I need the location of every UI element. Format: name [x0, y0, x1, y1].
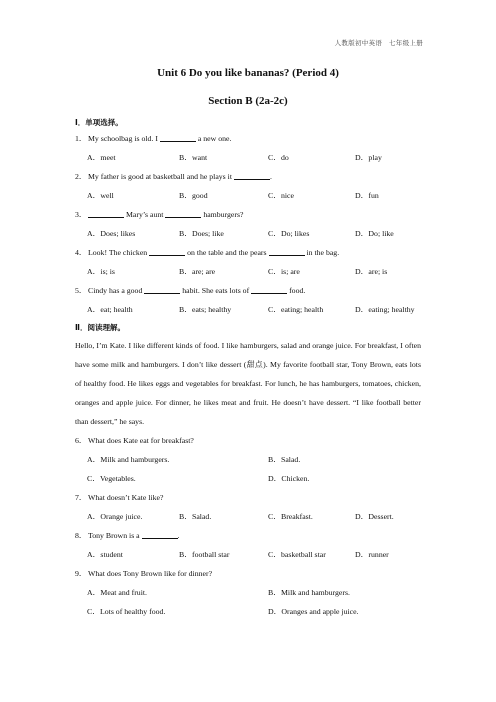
- option-b: B．good: [179, 191, 208, 200]
- question-number: 4．: [75, 248, 87, 257]
- option-d: D．Chicken.: [268, 474, 310, 483]
- option-a: A．meet: [87, 153, 116, 162]
- question-1-options: [75, 148, 421, 167]
- question-text: Tony Brown is a: [88, 531, 142, 540]
- option-a: A．Orange juice.: [87, 512, 143, 521]
- option-d: D．Oranges and apple juice.: [268, 607, 359, 616]
- question-text: Look! The chicken: [88, 248, 150, 257]
- page-header: 人教版初中英语 七年级上册: [334, 39, 423, 47]
- question-number: 6．: [75, 436, 87, 445]
- option-d: D．Dessert.: [355, 512, 394, 521]
- option-a: A．Does; likes: [87, 229, 136, 238]
- question-number: 3．: [75, 210, 87, 219]
- question-4: [75, 243, 421, 262]
- option-c: C．nice: [268, 191, 294, 200]
- question-7-options: [75, 507, 421, 526]
- option-a: A．student: [87, 550, 123, 559]
- question-number: 9．: [75, 569, 87, 578]
- option-b: B．Salad.: [179, 512, 212, 521]
- question-9: [75, 564, 421, 583]
- question-2-options: [75, 186, 421, 205]
- option-b: B．eats; healthy: [179, 305, 232, 314]
- question-6-options-row-1: [75, 450, 421, 469]
- page-title: Unit 6 Do you like bananas? (Period 4): [157, 67, 339, 79]
- option-c: C．Vegetables.: [87, 474, 136, 483]
- question-text: on the table and the pears: [185, 248, 269, 257]
- option-a: A．is; is: [87, 267, 115, 276]
- question-9-options-row-1: [75, 583, 421, 602]
- option-b: B．are; are: [179, 267, 216, 276]
- answer-blank: [144, 285, 180, 294]
- question-7: [75, 488, 421, 507]
- question-9-options-row-2: [75, 602, 421, 621]
- option-b: B．Milk and hamburgers.: [268, 588, 350, 597]
- question-4-options: [75, 262, 421, 281]
- option-c: C．is; are: [268, 267, 300, 276]
- answer-blank: [142, 530, 178, 539]
- question-2: [75, 167, 421, 186]
- question-3-options: [75, 224, 421, 243]
- question-6-options-row-2: [75, 469, 421, 488]
- option-d: D．Do; like: [355, 229, 394, 238]
- question-text: habit. She eats lots of: [180, 286, 252, 295]
- question-number: 1．: [75, 134, 87, 143]
- question-text: My father is good at basketball and he plays it: [88, 172, 234, 181]
- question-5-options: [75, 300, 421, 319]
- option-b: B．Salad.: [268, 455, 301, 464]
- option-d: D．are; is: [355, 267, 388, 276]
- option-d: D．eating; healthy: [355, 305, 415, 314]
- question-text: Cindy has a good: [88, 286, 145, 295]
- option-b: B．want: [179, 153, 208, 162]
- question-text: in the bag.: [304, 248, 340, 257]
- option-c: C．eating; health: [268, 305, 324, 314]
- option-a: A．well: [87, 191, 114, 200]
- worksheet-content: [75, 116, 421, 621]
- question-1: [75, 129, 421, 148]
- question-text: What doesn’t Kate like?: [88, 493, 164, 502]
- answer-blank: [149, 247, 185, 256]
- option-d: D．fun: [355, 191, 379, 200]
- question-text: What does Kate eat for breakfast?: [88, 436, 194, 445]
- answer-blank: [234, 171, 270, 180]
- question-text: food.: [287, 286, 306, 295]
- question-number: 7．: [75, 493, 87, 502]
- question-text: .: [269, 172, 272, 181]
- option-a: A．Meat and fruit.: [87, 588, 147, 597]
- question-text: hamburgers?: [201, 210, 244, 219]
- question-text: What does Tony Brown like for dinner?: [88, 569, 213, 578]
- option-c: C．do: [268, 153, 289, 162]
- option-d: D．runner: [355, 550, 389, 559]
- question-6: [75, 431, 421, 450]
- option-c: C．Breakfast.: [268, 512, 313, 521]
- question-number: 5．: [75, 286, 87, 295]
- answer-blank: [88, 209, 124, 218]
- option-a: A．Milk and hamburgers.: [87, 455, 170, 464]
- question-text: My schoolbag is old. I: [88, 134, 160, 143]
- answer-blank: [269, 247, 305, 256]
- question-8: [75, 526, 421, 545]
- option-a: A．eat; health: [87, 305, 133, 314]
- page-subtitle: Section B (2a-2c): [208, 95, 288, 107]
- answer-blank: [251, 285, 287, 294]
- answer-blank: [160, 133, 196, 142]
- question-text: .: [177, 531, 180, 540]
- option-b: B．Does; like: [179, 229, 224, 238]
- question-text: a new one.: [195, 134, 232, 143]
- question-number: 2．: [75, 172, 87, 181]
- answer-blank: [165, 209, 201, 218]
- reading-passage: Hello, I’m Kate. I like different kinds of food. I like hamburgers, salad and orange juice. For breakfast, I often have some milk and hamburgers. I don’t like dessert (甜点). My favorite football star, Tony Brown, eats lots of healthy food. He likes eggs and vegetables for breakfast. For lunch, he has hamburgers, tomatoes, chicken, oranges and apple juice. For dinner, he likes meat and fruit. He doesn’t have dessert. “I like football better than dessert,” he says.: [75, 341, 421, 426]
- question-number: 8．: [75, 531, 87, 540]
- option-c: C．Do; likes: [268, 229, 310, 238]
- option-b: B．football star: [179, 550, 230, 559]
- option-c: C．Lots of healthy food.: [87, 607, 166, 616]
- question-5: [75, 281, 421, 300]
- question-3: [75, 205, 421, 224]
- question-text: Mary’s aunt: [124, 210, 166, 219]
- option-c: C．basketball star: [268, 550, 326, 559]
- option-d: D．play: [355, 153, 382, 162]
- question-8-options: [75, 545, 421, 564]
- section-heading-reading: Ⅱ．阅读理解。: [75, 323, 125, 332]
- section-heading-choice: Ⅰ．单项选择。: [75, 118, 123, 127]
